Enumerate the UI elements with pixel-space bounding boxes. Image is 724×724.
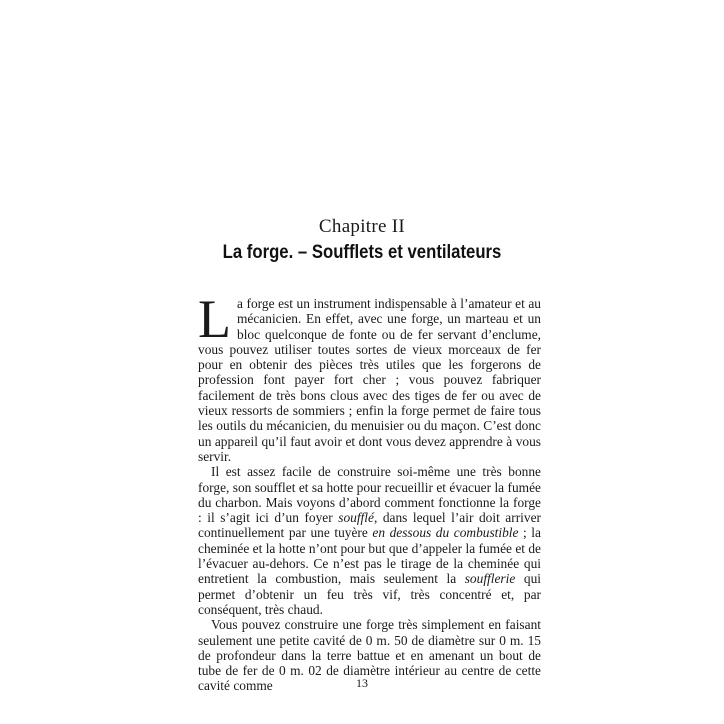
paragraph-2-part-a: Il est assez facile de construire soi-même une très bonne forge, son soufflet et sa hotte pour recueillir et évacuer la fumée du charbon. Mais voyons d’abord comment fonctionne la forge : il s’agit ici d’un foyer [198,464,541,526]
emphasis-souffle: soufflé [338,510,374,526]
chapter-label: Chapitre II [318,216,406,237]
paragraph-1 [198,289,541,464]
paragraph-1-text: a forge est un instrument indispensable à l’amateur et au mécanicien. En effet, avec une forge, un marteau et un bloc quelconque de fonte ou de fer servant d’enclume, vous pouvez utiliser toutes sortes de vieux morceaux de fer pour en obtenir des pièces très utiles que les forgerons de profession font payer fort cher ; vous pouvez fabriquer facilement de très bons clous avec des tiges de fer ou avec de vieux ressorts de sommiers ; enfin la forge permet de faire tous les outils du mécanicien, du menuisier ou du maçon. C’est donc un appareil qu’il faut avoir et dont vous devez apprendre à vous servir. [198,296,541,464]
emphasis-en-dessous: en dessous du combustible [372,525,519,541]
paragraph-2-part-b: , dans lequel l’air doit arriver continuellement par une tuyère [198,510,541,541]
emphasis-soufflerie: soufflerie [464,571,516,587]
drop-cap: L [198,289,231,349]
chapter-title: La forge. – Soufflets et ventilateurs [222,242,502,263]
page-number: 13 [356,676,368,690]
paragraph-3-text: Vous pouvez construire une forge très simplement en faisant seulement une petite cavité de 0 m. 50 de diamètre sur 0 m. 15 de profondeur dans la terre battue et en amenant un bout de tube de fer de 0 m. 02 de diamètre intérieur au centre de cette cavité comme [198,617,541,694]
paragraph-2 [198,464,541,617]
body-text [198,289,541,694]
paragraph-2-part-d: qui permet d’obtenir un feu très vif, très concentré et, par conséquent, très chaud. [198,571,541,617]
paragraph-2-part-c: ; la cheminée et la hotte n’ont pour but que d’appeler la fumée et de l’évacuer au-dehors. Ce n’est pas le tirage de la cheminée qui entretient la combustion, mais seulement la [198,525,541,587]
